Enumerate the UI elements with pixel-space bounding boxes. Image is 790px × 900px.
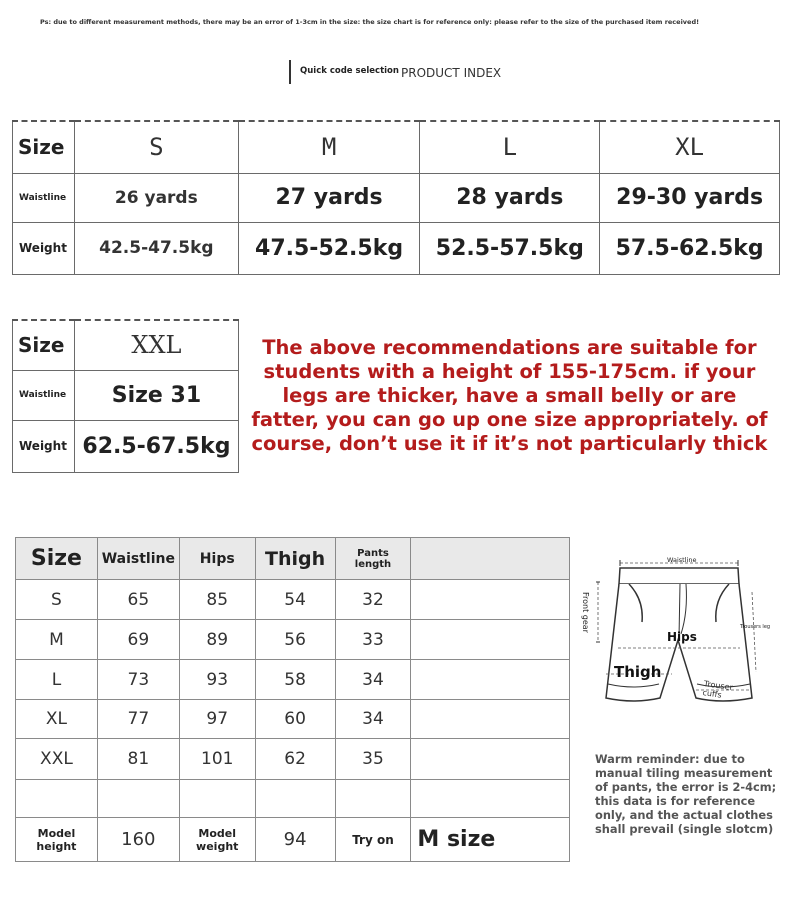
- diagram-trouser-cuffs-label: Trouser cuffs: [701, 679, 734, 700]
- warm-reminder: Warm reminder: due to manual tiling measurement of pants, the error is 2-4cm; this data is for reference only, and the actual clothes shall prevail (single slotcm): [595, 752, 777, 836]
- table-row: [13, 121, 780, 173]
- header-waistline: Waistline: [97, 538, 179, 580]
- waist-s: 26 yards: [74, 173, 238, 222]
- cell: XXL: [16, 739, 98, 780]
- cell: 89: [179, 620, 255, 660]
- cell: 33: [335, 620, 411, 660]
- cell: 32: [335, 580, 411, 620]
- diagram-thigh-label: Thigh: [614, 663, 662, 681]
- cell: [411, 700, 570, 739]
- cell: [411, 620, 570, 660]
- size-xxl: XXL: [74, 320, 238, 370]
- model-weight-value: 94: [255, 818, 335, 862]
- model-height-value: 160: [97, 818, 179, 862]
- quick-code-label: Quick code selection: [300, 66, 399, 76]
- message-line: The above recommendations are suitable for: [262, 336, 757, 359]
- cell: 69: [97, 620, 179, 660]
- cell: [16, 780, 98, 818]
- table-row: [16, 580, 570, 620]
- size-header: Size: [13, 320, 75, 370]
- table-row: [13, 173, 780, 222]
- waistline-label: Waistline: [13, 370, 75, 420]
- cell: 58: [255, 660, 335, 700]
- cell: [411, 739, 570, 780]
- table-row: [13, 320, 781, 370]
- cell: [335, 780, 411, 818]
- message-line: legs are thicker, have a small belly or are: [282, 384, 737, 407]
- table-row: [16, 620, 570, 660]
- header-thigh: Thigh: [255, 538, 335, 580]
- weight-xxl: 62.5-67.5kg: [74, 420, 238, 472]
- try-on-label: Try on: [335, 818, 411, 862]
- table-row: [13, 222, 780, 274]
- cell: [411, 580, 570, 620]
- cell: 35: [335, 739, 411, 780]
- header-pants-length: Pants length: [335, 538, 411, 580]
- diagram-trousers-leg-label: Trousers leg: [740, 624, 771, 630]
- cell: [255, 780, 335, 818]
- table-row: [16, 780, 570, 818]
- cell: [179, 780, 255, 818]
- size-table-main: [12, 120, 780, 275]
- cell: S: [16, 580, 98, 620]
- cell: 85: [179, 580, 255, 620]
- cell: [97, 780, 179, 818]
- cell: 34: [335, 660, 411, 700]
- table-header-row: [16, 538, 570, 580]
- disclaimer-note: Ps: due to different measurement methods, there may be an error of 1-3cm in the size: the size chart is for reference only: please refer to the size of the purchased item received!: [40, 18, 700, 26]
- cell: 65: [97, 580, 179, 620]
- product-index-label: PRODUCT INDEX: [401, 66, 502, 80]
- recommendation-message: [238, 320, 780, 472]
- message-line: students with a height of 155-175cm. if your: [263, 360, 756, 383]
- cell: 54: [255, 580, 335, 620]
- cell: 56: [255, 620, 335, 660]
- measurement-table: [15, 537, 570, 862]
- model-row: [16, 818, 570, 862]
- message-line: course, don’t use it if it’s not particularly thick: [251, 432, 768, 455]
- header-size: Size: [16, 538, 98, 580]
- waist-l: 28 yards: [420, 173, 600, 222]
- size-header: Size: [13, 121, 75, 173]
- size-table-xxl: [12, 319, 780, 473]
- cell: XL: [16, 700, 98, 739]
- divider-bar: [289, 60, 291, 84]
- cell: 81: [97, 739, 179, 780]
- waistline-label: Waistline: [13, 173, 75, 222]
- table-row: [16, 700, 570, 739]
- model-height-label: Model height: [16, 818, 98, 862]
- waist-xl: 29-30 yards: [600, 173, 780, 222]
- header-hips: Hips: [179, 538, 255, 580]
- cell: 34: [335, 700, 411, 739]
- cell: 73: [97, 660, 179, 700]
- header-empty: [411, 538, 570, 580]
- cell: 97: [179, 700, 255, 739]
- weight-xl: 57.5-62.5kg: [600, 222, 780, 274]
- size-l: L: [420, 121, 600, 173]
- diagram-waistline-label: Waistline: [667, 556, 697, 564]
- diagram-hips-label: Hips: [667, 630, 697, 644]
- weight-s: 42.5-47.5kg: [74, 222, 238, 274]
- model-weight-label: Model weight: [179, 818, 255, 862]
- size-s: S: [74, 121, 238, 173]
- table-row: [16, 739, 570, 780]
- cell: 77: [97, 700, 179, 739]
- cell: 60: [255, 700, 335, 739]
- weight-label: Weight: [13, 420, 75, 472]
- size-m: M: [238, 121, 420, 173]
- weight-label: Weight: [13, 222, 75, 274]
- cell: L: [16, 660, 98, 700]
- cell: M: [16, 620, 98, 660]
- cell: 93: [179, 660, 255, 700]
- cell: 62: [255, 739, 335, 780]
- weight-l: 52.5-57.5kg: [420, 222, 600, 274]
- size-xl: XL: [600, 121, 780, 173]
- cell: [411, 780, 570, 818]
- waist-m: 27 yards: [238, 173, 420, 222]
- diagram-front-gear-label: Front gear: [581, 592, 590, 633]
- weight-m: 47.5-52.5kg: [238, 222, 420, 274]
- cell: 101: [179, 739, 255, 780]
- table-row: [16, 660, 570, 700]
- try-on-value: M size: [411, 818, 570, 862]
- waist-xxl: Size 31: [74, 370, 238, 420]
- message-line: fatter, you can go up one size appropriately. of: [251, 408, 768, 431]
- cell: [411, 660, 570, 700]
